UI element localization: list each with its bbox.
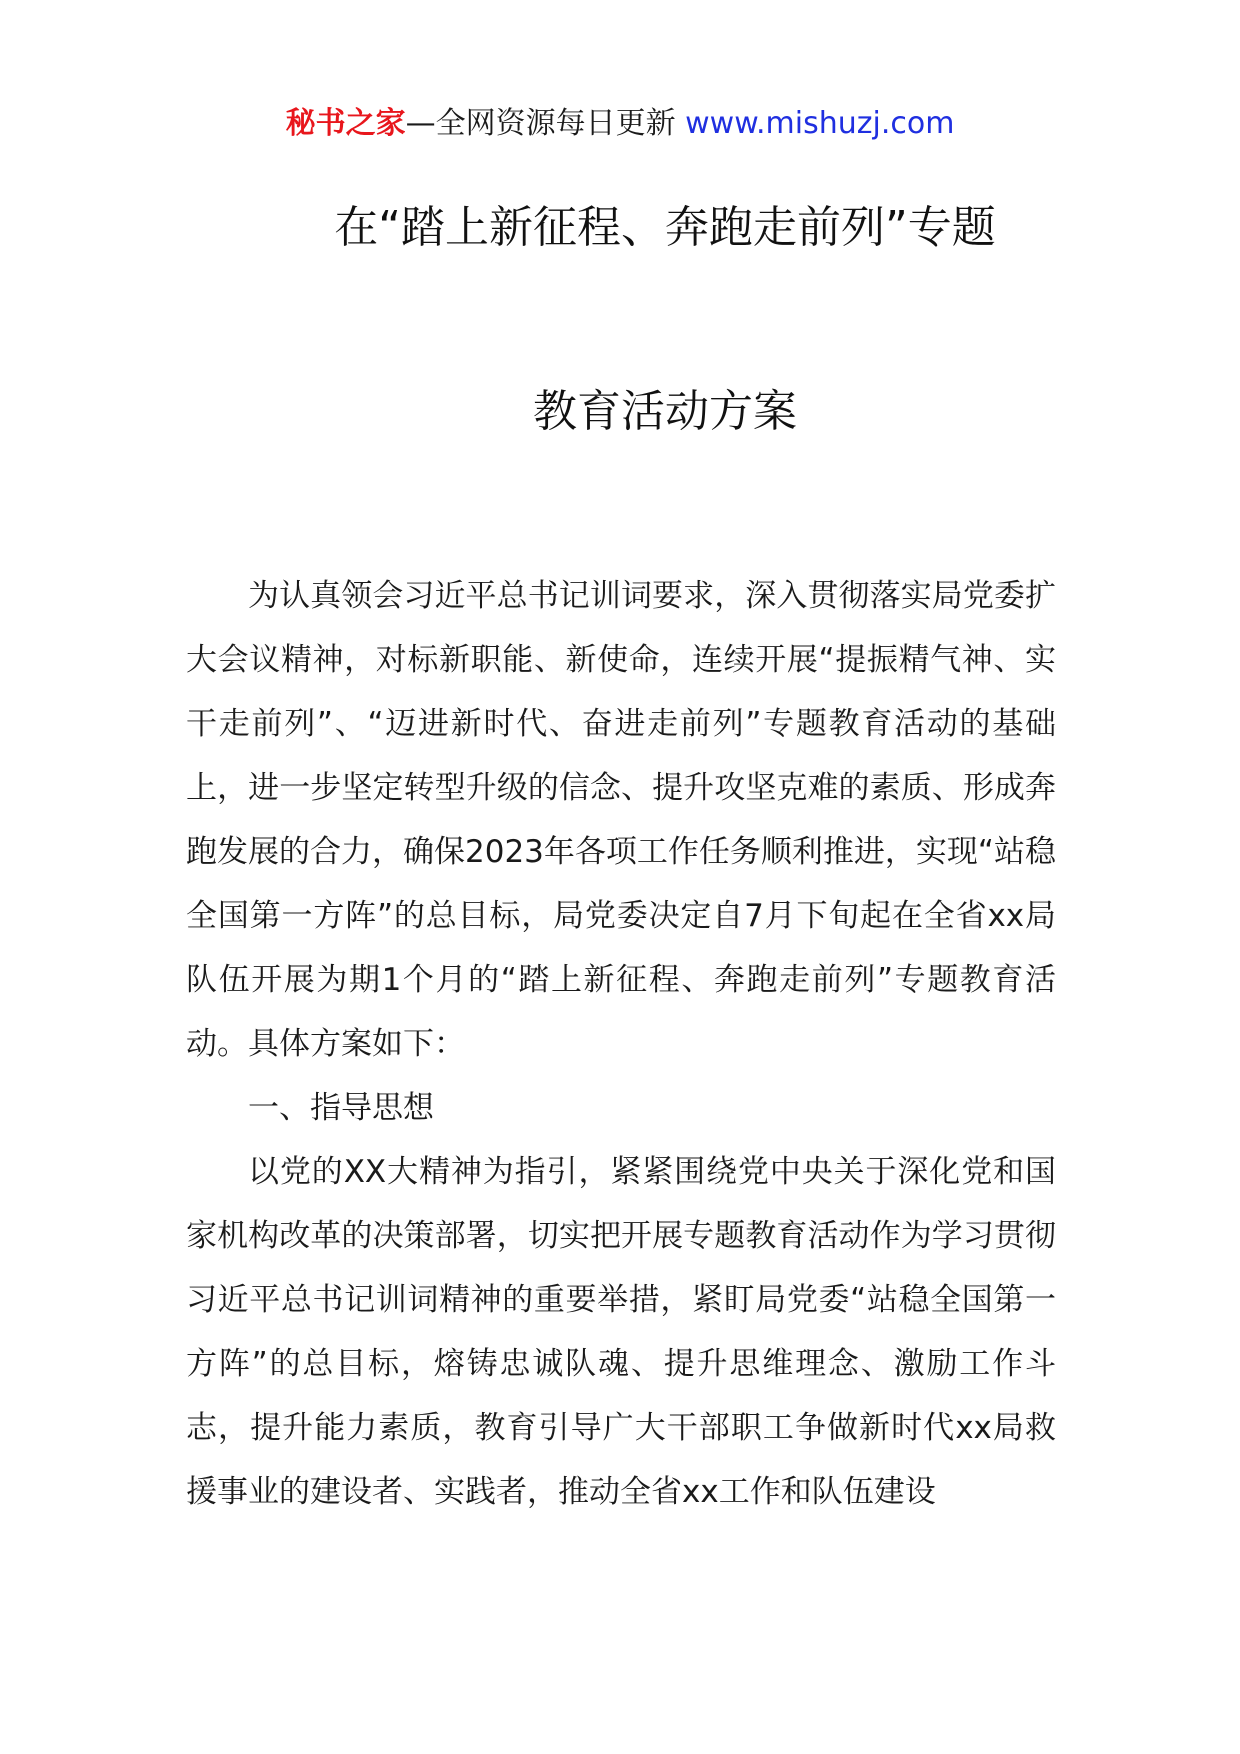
document-title-line-1: 在“踏上新征程、奔跑走前列”专题 — [334, 202, 996, 253]
section-paragraph-guiding-ideology: 以党的XX大精神为指引，紧紧围绕党中央关于深化党和国家机构改革的决策部署，切实把开展专题教育活动作为学习贯彻习近平总书记训词精神的重要举措，紧盯局党委“站稳全国第一方阵”的总目标，熔铸忠诚队魂、提升思维理念、激励工作斗志，提升能力素质，教育引导广大干部职工争做新时代xx局救援事业的建设者、实践者，推动全省xx工作和队伍建设 — [186, 1154, 1056, 1510]
site-url-link[interactable]: www.mishuzj.com — [685, 106, 955, 141]
header-tagline: —全网资源每日更新 — [405, 106, 676, 141]
brand-name: 秘书之家 — [285, 106, 406, 141]
document-body — [186, 564, 1056, 1524]
section-heading-guiding-ideology: 一、指导思想 — [248, 1090, 434, 1126]
intro-paragraph: 为认真领会习近平总书记训词要求，深入贯彻落实局党委扩大会议精神，对标新职能、新使命，连续开展“提振精气神、实干走前列”、“迈进新时代、奋进走前列”专题教育活动的基础上，进一步坚定转型升级的信念、提升攻坚克难的素质、形成奔跑发展的合力，确保2023年各项工作任务顺利推进，实现“站稳全国第一方阵”的总目标，局党委决定自7月下旬起在全省xx局队伍开展为期1个月的“踏上新征程、奔跑走前列”专题教育活动。具体方案如下： — [186, 578, 1056, 1062]
document-title-line-2: 教育活动方案 — [533, 386, 797, 437]
site-header — [0, 104, 1240, 144]
